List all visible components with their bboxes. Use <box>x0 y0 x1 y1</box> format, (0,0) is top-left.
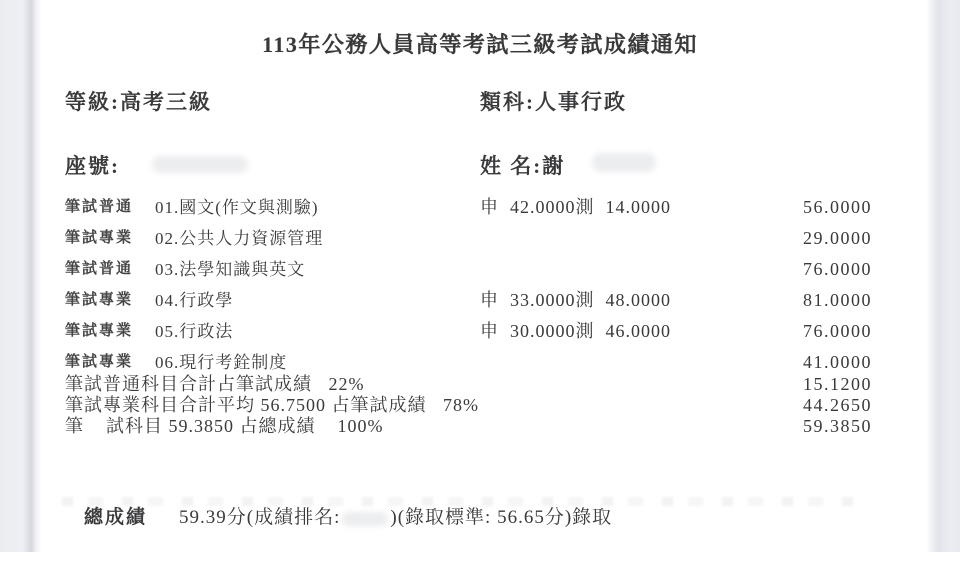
summary-value: 44.2650 <box>803 395 872 415</box>
summary-row <box>0 416 960 437</box>
table-row <box>0 316 960 347</box>
category-field <box>480 86 627 116</box>
category-label: 類科: <box>480 90 535 114</box>
summary-row <box>0 395 960 416</box>
table-row <box>0 192 960 223</box>
grade-label: 等級: <box>65 90 120 114</box>
exam-type: 筆試專業 <box>65 354 134 370</box>
score-breakdown: 申 42.0000測 14.0000 <box>480 197 671 217</box>
exam-type: 筆試專業 <box>65 323 134 339</box>
summary-value: 59.3850 <box>803 416 872 436</box>
exam-type: 筆試專業 <box>65 230 134 246</box>
table-row <box>0 223 960 254</box>
summary-label: 筆試普通科目合計占筆試成績 22% <box>65 374 365 394</box>
document-title: 113年公務人員高等考試三級考試成績通知 <box>262 32 698 57</box>
subject-score: 81.0000 <box>803 290 872 310</box>
admission-standard-and-result: )(錄取標準: 56.65分)錄取 <box>390 507 613 528</box>
subject-name: 03.法學知識與英文 <box>155 260 306 279</box>
subject-score: 76.0000 <box>803 321 872 341</box>
subject-name: 02.公共人力資源管理 <box>155 229 324 248</box>
seat-label: 座號: <box>65 154 120 178</box>
subject-score: 29.0000 <box>803 228 872 248</box>
rank-redaction <box>342 512 388 526</box>
summary-label: 筆試專業科目合計平均 56.7500 占筆試成績 78% <box>65 395 479 415</box>
subject-score: 56.0000 <box>803 197 872 217</box>
table-row <box>0 254 960 285</box>
score-breakdown: 申 30.0000測 46.0000 <box>480 321 671 341</box>
rank-prefix: (成績排名: <box>246 507 341 528</box>
subject-score: 41.0000 <box>803 352 872 372</box>
name-redaction <box>592 153 656 172</box>
subject-name: 01.國文(作文與測驗) <box>155 198 319 217</box>
total-score-value: 59.39分 <box>179 507 247 528</box>
grade-field <box>65 86 212 116</box>
seat-field <box>65 150 120 180</box>
summary-row <box>0 374 960 395</box>
name-field <box>480 150 565 180</box>
subject-name: 06.現行考銓制度 <box>155 353 288 372</box>
subject-name: 05.行政法 <box>155 322 234 341</box>
summary-label: 筆 試科目 59.3850 占總成績 100% <box>65 416 384 436</box>
table-row <box>0 285 960 316</box>
subject-score: 76.0000 <box>803 259 872 279</box>
summary-value: 15.1200 <box>803 374 872 394</box>
exam-type: 筆試普通 <box>65 199 134 215</box>
total-label: 總成績 <box>84 507 148 528</box>
subject-name: 04.行政學 <box>155 291 234 310</box>
name-value: 謝 <box>542 154 566 178</box>
summary-section <box>0 374 960 437</box>
exam-type: 筆試普通 <box>65 261 134 277</box>
score-table <box>0 192 960 378</box>
reverse-side-bleed-through <box>62 497 868 506</box>
name-label: 姓 名: <box>480 154 543 178</box>
score-breakdown: 申 33.0000測 48.0000 <box>480 290 671 310</box>
exam-type: 筆試專業 <box>65 292 134 308</box>
seat-number-redaction <box>152 156 248 173</box>
grade-value: 高考三級 <box>120 90 212 114</box>
category-value: 人事行政 <box>535 90 627 114</box>
